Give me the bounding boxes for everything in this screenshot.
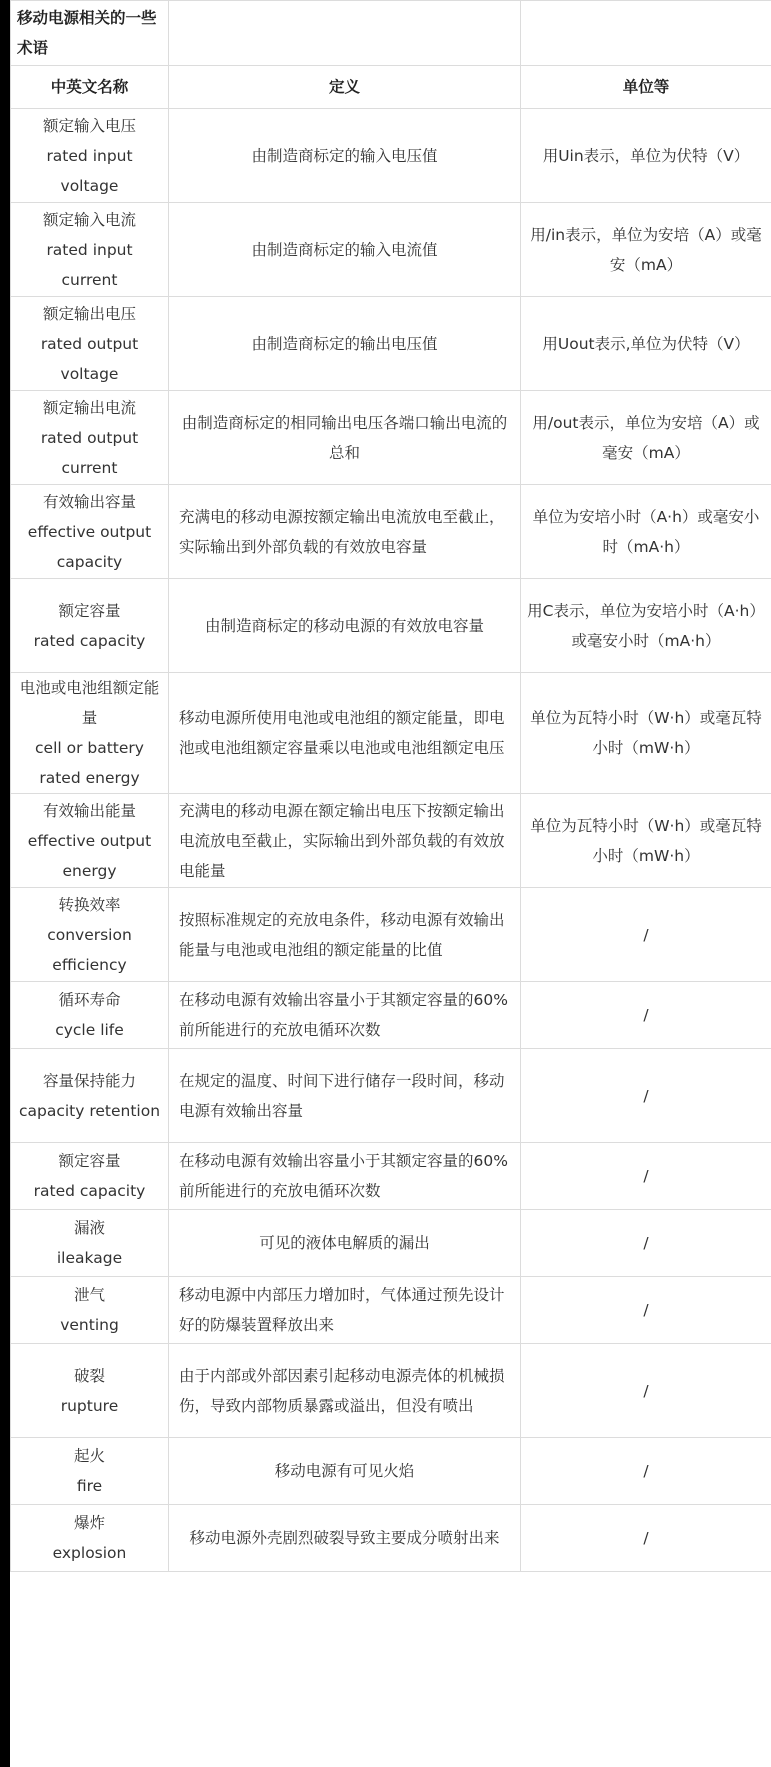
term-name-cell [11, 485, 169, 579]
term-name-cn: 有效输出能量 [42, 801, 136, 820]
term-unit: / [521, 1277, 771, 1344]
table-row [11, 203, 771, 297]
term-definition: 在移动电源有效输出容量小于其额定容量的60%前所能进行的充放电循环次数 [169, 1143, 521, 1210]
term-definition: 按照标准规定的充放电条件，移动电源有效输出能量与电池或电池组的额定能量的比值 [169, 888, 521, 982]
term-definition: 由制造商标定的输出电压值 [169, 297, 521, 391]
table-row [11, 1505, 771, 1572]
term-unit: 用C表示，单位为安培小时（A·h）或毫安小时（mA·h） [521, 579, 771, 673]
table-row [11, 391, 771, 485]
header-definition: 定义 [169, 66, 521, 109]
term-name-cell [11, 391, 169, 485]
term-unit: / [521, 1143, 771, 1210]
table-row [11, 579, 771, 673]
terms-table [10, 0, 771, 1572]
header-name: 中英文名称 [11, 66, 169, 109]
term-name-cn: 爆炸 [73, 1514, 105, 1532]
title-empty-cell [169, 1, 521, 66]
term-definition: 充满电的移动电源在额定输出电压下按额定输出电流放电至截止，实际输出到外部负载的有效放电能量 [169, 794, 521, 888]
table-title-row [11, 1, 771, 66]
term-unit: / [521, 1210, 771, 1277]
term-name-en: rated input voltage [46, 146, 133, 195]
term-definition: 移动电源中内部压力增加时，气体通过预先设计好的防爆装置释放出来 [169, 1277, 521, 1344]
table-row [11, 982, 771, 1049]
table-row [11, 1438, 771, 1505]
term-name-cell [11, 1438, 169, 1505]
term-unit: 用/out表示，单位为安培（A）或毫安（mA） [521, 391, 771, 485]
term-definition: 移动电源有可见火焰 [169, 1438, 521, 1505]
term-definition: 移动电源所使用电池或电池组的额定能量，即电池或电池组额定容量乘以电池或电池组额定电压 [169, 673, 521, 794]
term-definition: 由制造商标定的输入电压值 [169, 109, 521, 203]
term-definition: 由制造商标定的移动电源的有效放电容量 [169, 579, 521, 673]
term-name-cell [11, 297, 169, 391]
table-row [11, 1049, 771, 1143]
table-row [11, 485, 771, 579]
term-name-cell [11, 579, 169, 673]
term-name-cn: 额定容量 [58, 601, 121, 620]
table-row [11, 297, 771, 391]
page-frame [10, 0, 771, 1767]
term-definition: 由制造商标定的相同输出电压各端口输出电流的总和 [169, 391, 521, 485]
term-name-cell [11, 109, 169, 203]
term-unit: / [521, 1505, 771, 1572]
term-name-cn: 额定输出电流 [42, 398, 136, 417]
term-name-cn: 有效输出容量 [42, 492, 136, 511]
term-definition: 可见的液体电解质的漏出 [169, 1210, 521, 1277]
term-definition: 充满电的移动电源按额定输出电流放电至截止，实际输出到外部负载的有效放电容量 [169, 485, 521, 579]
table-row [11, 1344, 771, 1438]
table-row [11, 888, 771, 982]
term-name-cell [11, 982, 169, 1049]
term-name-cn: 电池或电池组额定能量 [19, 679, 160, 727]
term-name-cn: 循环寿命 [58, 991, 121, 1009]
term-name-en: rated capacity [33, 631, 146, 650]
term-name-cn: 额定容量 [58, 1152, 121, 1170]
term-name-cell [11, 1210, 169, 1277]
term-name-cell [11, 1505, 169, 1572]
term-name-cn: 容量保持能力 [42, 1071, 136, 1090]
term-name-cell [11, 1344, 169, 1438]
table-row [11, 1143, 771, 1210]
term-unit: / [521, 888, 771, 982]
term-unit: 单位为瓦特小时（W·h）或毫瓦特小时（mW·h） [521, 673, 771, 794]
term-name-cn: 漏液 [73, 1219, 105, 1237]
term-unit: 用Uin表示，单位为伏特（V） [521, 109, 771, 203]
term-name-cn: 额定输入电流 [42, 210, 136, 229]
table-row [11, 1277, 771, 1344]
term-name-en: rated input current [46, 240, 133, 289]
table-row [11, 1210, 771, 1277]
term-name-cn: 额定输出电压 [42, 304, 136, 323]
term-name-en: cell or battery rated energy [35, 739, 144, 787]
term-unit: 用/in表示，单位为安培（A）或毫安（mA） [521, 203, 771, 297]
term-unit: / [521, 982, 771, 1049]
term-name-en: venting [60, 1316, 119, 1334]
term-unit: 单位为瓦特小时（W·h）或毫瓦特小时（mW·h） [521, 794, 771, 888]
term-name-cell [11, 1049, 169, 1143]
term-name-cn: 破裂 [73, 1366, 105, 1385]
term-name-cn: 转换效率 [58, 895, 121, 914]
term-unit: / [521, 1438, 771, 1505]
term-definition: 移动电源外壳剧烈破裂导致主要成分喷射出来 [169, 1505, 521, 1572]
term-definition: 在规定的温度、时间下进行储存一段时间，移动电源有效输出容量 [169, 1049, 521, 1143]
term-name-cell [11, 1277, 169, 1344]
term-name-en: ileakage [56, 1249, 123, 1267]
term-unit: 单位为安培小时（A·h）或毫安小时（mA·h） [521, 485, 771, 579]
term-name-en: rated capacity [33, 1182, 146, 1200]
term-name-cell [11, 673, 169, 794]
term-unit: / [521, 1049, 771, 1143]
term-name-en: cycle life [55, 1021, 124, 1039]
term-name-en: fire [76, 1477, 103, 1495]
table-title: 移动电源相关的一些术语 [11, 1, 169, 66]
term-name-en: rated output current [40, 428, 139, 477]
table-header-row [11, 66, 771, 109]
term-name-cn: 泄气 [73, 1286, 105, 1304]
term-name-en: explosion [52, 1544, 127, 1562]
term-definition: 在移动电源有效输出容量小于其额定容量的60%前所能进行的充放电循环次数 [169, 982, 521, 1049]
table-row [11, 794, 771, 888]
term-unit: 用Uout表示,单位为伏特（V） [521, 297, 771, 391]
term-unit: / [521, 1344, 771, 1438]
header-unit: 单位等 [521, 66, 771, 109]
term-definition: 由制造商标定的输入电流值 [169, 203, 521, 297]
term-name-cell [11, 888, 169, 982]
term-name-en: rated output voltage [40, 334, 139, 383]
title-empty-cell [521, 1, 771, 66]
term-name-cell [11, 794, 169, 888]
term-definition: 由于内部或外部因素引起移动电源壳体的机械损伤，导致内部物质暴露或溢出，但没有喷出 [169, 1344, 521, 1438]
table-row [11, 109, 771, 203]
table-row [11, 673, 771, 794]
term-name-en: effective output energy [27, 831, 152, 880]
term-name-cn: 额定输入电压 [42, 116, 136, 135]
term-name-en: capacity retention [18, 1101, 161, 1120]
term-name-cell [11, 1143, 169, 1210]
term-name-en: rupture [60, 1396, 119, 1415]
term-name-cn: 起火 [73, 1447, 105, 1465]
term-name-en: conversion efficiency [47, 925, 132, 974]
term-name-en: effective output capacity [27, 522, 152, 571]
term-name-cell [11, 203, 169, 297]
